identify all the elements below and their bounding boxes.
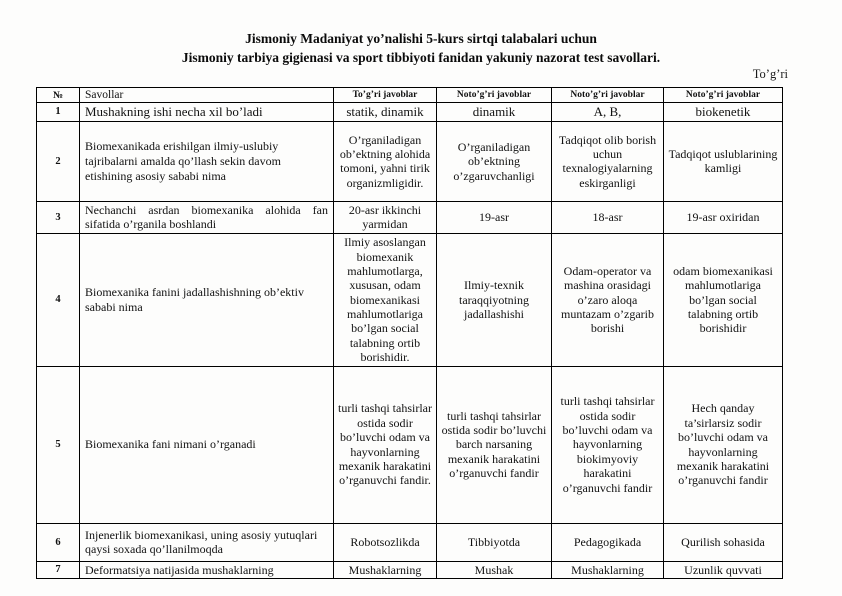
cell-wrong-answer-3: odam biomexanikasi mahlumotlariga bo’lgan social talabning ortib borishidir — [664, 234, 783, 367]
cell-question: Mushakning ishi necha xil bo’ladi — [80, 103, 334, 122]
document-title-line2: Jismoniy tarbiya gigienasi va sport tibbiyoti fanidan yakuniy nazorat test savollari. — [181, 50, 661, 65]
header-wrong-answers-1: Noto’g’ri javoblar — [437, 88, 552, 103]
cell-correct-answer: Mushaklarning — [334, 561, 437, 579]
cell-correct-answer: turli tashqi tahsirlar ostida sodir bo’luvchi odam va hayvonlarning mexanik harakatini o’rganuvchi fandir. — [334, 366, 437, 523]
cell-wrong-answer-3: 19-asr oxiridan — [664, 201, 783, 233]
cell-wrong-answer-1: Tibbiyotda — [437, 523, 552, 561]
table-row — [37, 523, 783, 561]
header-questions: Savollar — [80, 88, 334, 103]
table-header-row — [37, 88, 783, 103]
cell-wrong-answer-3: Qurilish sohasida — [664, 523, 783, 561]
cell-wrong-answer-1: turli tashqi tahsirlar ostida sodir bo’luvchi barch narsaning mexanik harakatini o’rganuvchi fandir — [437, 366, 552, 523]
cell-wrong-answer-3: Hech qanday ta’sirlarsiz sodir bo’luvchi odam va hayvonlarning mexanik harakatini o’rganuvchi fandir — [664, 366, 783, 523]
cell-wrong-answer-1: dinamik — [437, 103, 552, 122]
cell-correct-answer: 20-asr ikkinchi yarmidan — [334, 201, 437, 233]
cell-correct-answer: Ilmiy asoslangan biomexanik mahlumotlarga, xususan, odam biomexanikasi mahlumotlariga bo’lgan social talabning ortib borishidir. — [334, 234, 437, 367]
cell-wrong-answer-3: Tadqiqot uslublarining kamligi — [664, 121, 783, 201]
header-num: № — [37, 88, 80, 103]
cell-correct-answer: statik, dinamik — [334, 103, 437, 122]
document-title — [0, 0, 842, 67]
header-wrong-answers-3: Noto’g’ri javoblar — [664, 88, 783, 103]
cell-question: Nechanchi asrdan biomexanika alohida fan sifatida o’rganila boshlandi — [80, 201, 334, 233]
table-row — [37, 121, 783, 201]
cell-wrong-answer-3: Uzunlik quvvati — [664, 561, 783, 579]
cell-wrong-answer-2: Odam-operator va mashina orasidagi o’zaro aloqa muntazam o’zgarib borishi — [552, 234, 664, 367]
cell-wrong-answer-1: O’rganiladigan ob’ektning o’zgaruvchanligi — [437, 121, 552, 201]
table-row — [37, 561, 783, 579]
row-number: 3 — [37, 201, 80, 233]
cell-question: Injenerlik biomexanikasi, uning asosiy yutuqlari qaysi soxada qo’llanilmoqda — [80, 523, 334, 561]
table-row — [37, 234, 783, 367]
header-wrong-answers-2: Noto’g’ri javoblar — [552, 88, 664, 103]
corner-label: To’g’ri — [752, 67, 788, 81]
table-row — [37, 201, 783, 233]
cell-wrong-answer-2: Tadqiqot olib borish uchun texnalogiyalarning eskirganligi — [552, 121, 664, 201]
cell-wrong-answer-1: Mushak — [437, 561, 552, 579]
cell-question: Biomexanika fani nimani o’rganadi — [80, 366, 334, 523]
cell-wrong-answer-2: Pedagogikada — [552, 523, 664, 561]
cell-question: Biomexanikada erishilgan ilmiy-uslubiy tajribalarni amalda qo’llash sekin davom etishining asosiy sababi nima — [80, 121, 334, 201]
table-row — [37, 103, 783, 122]
header-correct-answers: To’g’ri javoblar — [334, 88, 437, 103]
cell-question: Biomexanika fanini jadallashishning ob’ektiv sababi nima — [80, 234, 334, 367]
test-questions-table — [36, 87, 783, 579]
cell-wrong-answer-2: 18-asr — [552, 201, 664, 233]
row-number: 6 — [37, 523, 80, 561]
table-row — [37, 366, 783, 523]
cell-wrong-answer-2: Mushaklarning — [552, 561, 664, 579]
cell-wrong-answer-1: 19-asr — [437, 201, 552, 233]
row-number: 4 — [37, 234, 80, 367]
cell-correct-answer: O’rganiladigan ob’ektning alohida tomoni, yahni tirik organizmligidir. — [334, 121, 437, 201]
row-number: 1 — [37, 103, 80, 122]
cell-wrong-answer-2: turli tashqi tahsirlar ostida sodir bo’luvchi odam va hayvonlarning biokimyoviy harakatini o’rganuvchi fandir — [552, 366, 664, 523]
cell-wrong-answer-2: A, B, — [552, 103, 664, 122]
row-number: 5 — [37, 366, 80, 523]
document-title-line1: Jismoniy Madaniyat yo’nalishi 5-kurs sirtqi talabalari uchun — [245, 31, 597, 46]
row-number: 2 — [37, 121, 80, 201]
cell-question: Deformatsiya natijasida mushaklarning — [80, 561, 334, 579]
cell-correct-answer: Robotsozlikda — [334, 523, 437, 561]
cell-wrong-answer-1: Ilmiy-texnik taraqqiyotning jadallashishi — [437, 234, 552, 367]
row-number: 7 — [37, 561, 80, 579]
cell-wrong-answer-3: biokenetik — [664, 103, 783, 122]
